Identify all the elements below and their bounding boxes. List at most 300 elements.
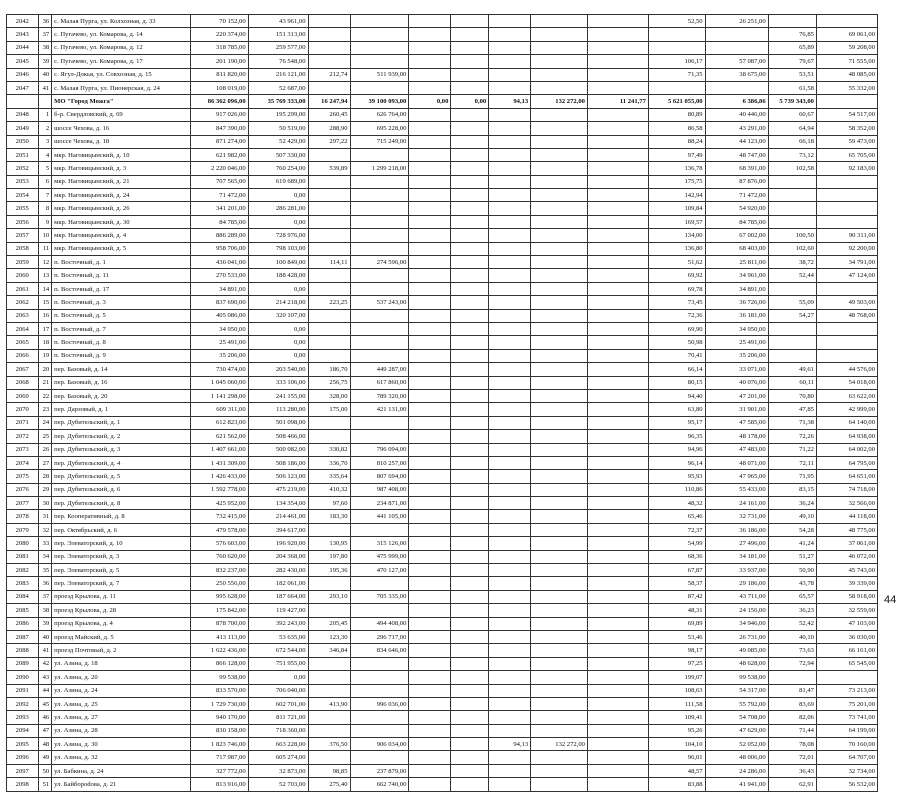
cell-cost-f: [587, 497, 648, 510]
cell-cost-g: 36 186,00: [705, 523, 768, 536]
cell-row-number: 2085: [7, 604, 39, 617]
cell-cost-a: 52 687,00: [248, 81, 308, 94]
cell-cost-d: [451, 724, 489, 737]
table-row: [7, 577, 878, 590]
table-row: [7, 363, 878, 376]
table-row: [7, 657, 878, 670]
cell-cost-h: 55 332,00: [816, 81, 877, 94]
cell-cost-b: 449 287,00: [350, 363, 409, 376]
cell-cost-c: [409, 41, 451, 54]
cell-area-g: 134,00: [648, 229, 705, 242]
cell-area-h: 102,60: [768, 242, 816, 255]
cell-cost-e: [531, 363, 588, 376]
cell-total-cost: 71 472,00: [190, 189, 248, 202]
cell-area-b: [308, 81, 350, 94]
cell-cost-b: [350, 684, 409, 697]
cell-cost-d: [451, 363, 489, 376]
cell-row-number: 2066: [7, 349, 39, 362]
cell-area-b: 130,95: [308, 537, 350, 550]
cell-cost-c: [409, 617, 451, 630]
table-row: [7, 95, 878, 108]
cell-cost-g: 67 002,00: [705, 229, 768, 242]
cell-cost-a: 500 082,00: [248, 443, 308, 456]
cell-cost-h: 90 311,00: [816, 229, 877, 242]
cell-item-number: 49: [38, 751, 52, 764]
cell-area-h: 36,43: [768, 764, 816, 777]
cell-cost-g: 41 941,00: [705, 778, 768, 791]
cell-cost-a: 76 548,00: [248, 55, 308, 68]
cell-address: с. Малая Пурга, ул. Колхозная, д. 33: [52, 15, 191, 28]
cell-item-number: 40: [38, 630, 52, 643]
cell-cost-f: [587, 697, 648, 710]
cell-total-cost: 99 538,00: [190, 671, 248, 684]
cell-item-number: 48: [38, 738, 52, 751]
data-table: [6, 14, 878, 792]
cell-cost-b: [350, 671, 409, 684]
cell-cost-a: 151 313,00: [248, 28, 308, 41]
cell-area-e: [489, 108, 531, 121]
cell-cost-e: [531, 81, 588, 94]
cell-cost-a: 195 299,00: [248, 108, 308, 121]
table-row: [7, 724, 878, 737]
cell-area-g: 50,98: [648, 336, 705, 349]
cell-area-b: 256,75: [308, 376, 350, 389]
table-row: [7, 376, 878, 389]
cell-cost-h: 34 791,00: [816, 256, 877, 269]
cell-cost-h: 65 705,00: [816, 148, 877, 161]
cell-cost-d: [451, 697, 489, 710]
cell-total-cost: 1 407 661,00: [190, 443, 248, 456]
cell-cost-g: 31 901,00: [705, 403, 768, 416]
cell-area-e: [489, 309, 531, 322]
cell-cost-h: 92 183,00: [816, 162, 877, 175]
cell-cost-f: [587, 389, 648, 402]
cell-area-b: 260,45: [308, 108, 350, 121]
cell-cost-c: [409, 697, 451, 710]
cell-item-number: 35: [38, 564, 52, 577]
cell-area-h: [768, 189, 816, 202]
cell-row-number: 2070: [7, 403, 39, 416]
cell-cost-d: [451, 296, 489, 309]
cell-cost-g: 34 181,00: [705, 550, 768, 563]
cell-address: проезд Почтовый, д. 2: [52, 644, 191, 657]
cell-total-cost: 34 950,00: [190, 322, 248, 335]
cell-area-g: 98,17: [648, 644, 705, 657]
table-row: [7, 15, 878, 28]
table-row: [7, 162, 878, 175]
cell-address: мкр. Наговицынский, д. 10: [52, 148, 191, 161]
cell-cost-g: 68 403,00: [705, 242, 768, 255]
cell-area-h: 41,24: [768, 537, 816, 550]
cell-cost-a: 506 123,00: [248, 470, 308, 483]
cell-address: с. Пугачево, ул. Комарова, д. 17: [52, 55, 191, 68]
cell-cost-e: [531, 175, 588, 188]
cell-cost-a: 508 186,00: [248, 456, 308, 469]
cell-cost-f: [587, 68, 648, 81]
cell-row-number: 2050: [7, 135, 39, 148]
cell-cost-h: 58 918,00: [816, 590, 877, 603]
cell-item-number: 42: [38, 657, 52, 670]
cell-cost-d: [451, 617, 489, 630]
cell-area-b: 114,11: [308, 256, 350, 269]
cell-item-number: 36: [38, 577, 52, 590]
cell-cost-g: 48 747,00: [705, 148, 768, 161]
table-row: [7, 122, 878, 135]
cell-cost-a: 53 635,00: [248, 630, 308, 643]
cell-total-cost: 837 690,00: [190, 296, 248, 309]
cell-item-number: 14: [38, 282, 52, 295]
cell-cost-f: [587, 657, 648, 670]
cell-cost-d: [451, 68, 489, 81]
cell-cost-f: [587, 282, 648, 295]
cell-cost-e: [531, 564, 588, 577]
cell-total-cost: 830 158,00: [190, 724, 248, 737]
table-row: [7, 282, 878, 295]
cell-item-number: 34: [38, 550, 52, 563]
cell-area-b: [308, 577, 350, 590]
table-row: [7, 403, 878, 416]
cell-cost-a: 718 360,00: [248, 724, 308, 737]
cell-address: пер. Элеваторский, д. 7: [52, 577, 191, 590]
cell-area-b: 195,36: [308, 564, 350, 577]
cell-area-e: [489, 617, 531, 630]
cell-cost-c: [409, 242, 451, 255]
cell-cost-a: 196 920,00: [248, 537, 308, 550]
cell-area-h: 65,57: [768, 590, 816, 603]
cell-area-e: [489, 376, 531, 389]
cell-cost-b: 662 740,00: [350, 778, 409, 791]
cell-total-cost: 1 729 730,00: [190, 697, 248, 710]
cell-cost-b: 494 408,00: [350, 617, 409, 630]
cell-area-e: [489, 202, 531, 215]
cell-cost-b: 705 335,00: [350, 590, 409, 603]
cell-cost-d: [451, 269, 489, 282]
cell-row-number: 2063: [7, 309, 39, 322]
cell-cost-f: [587, 510, 648, 523]
cell-address: пер. Дарзовый, д. 1: [52, 403, 191, 416]
cell-area-b: 328,00: [308, 389, 350, 402]
cell-cost-h: 74 718,00: [816, 483, 877, 496]
cell-area-e: [489, 697, 531, 710]
cell-cost-f: [587, 430, 648, 443]
cell-address: пер. Дубительский, д. 8: [52, 497, 191, 510]
cell-area-b: [308, 175, 350, 188]
cell-cost-h: 64 651,00: [816, 470, 877, 483]
cell-cost-f: [587, 604, 648, 617]
cell-cost-g: 34 961,00: [705, 269, 768, 282]
cell-cost-c: [409, 15, 451, 28]
cell-area-b: [308, 604, 350, 617]
cell-item-number: 27: [38, 456, 52, 469]
cell-total-cost: 871 274,00: [190, 135, 248, 148]
cell-cost-b: 537 243,00: [350, 296, 409, 309]
cell-cost-g: 55 792,00: [705, 697, 768, 710]
cell-cost-d: [451, 751, 489, 764]
cell-cost-d: [451, 162, 489, 175]
cell-cost-e: 132 272,00: [531, 738, 588, 751]
table-row: [7, 242, 878, 255]
cell-cost-g: 48 006,00: [705, 751, 768, 764]
cell-cost-d: [451, 256, 489, 269]
cell-area-e: [489, 577, 531, 590]
cell-cost-f: [587, 403, 648, 416]
cell-item-number: 32: [38, 523, 52, 536]
table-row: [7, 470, 878, 483]
cell-cost-f: [587, 416, 648, 429]
cell-cost-a: 0,00: [248, 282, 308, 295]
cell-cost-c: [409, 630, 451, 643]
cell-total-cost: 621 982,00: [190, 148, 248, 161]
cell-cost-f: [587, 162, 648, 175]
table-row: [7, 443, 878, 456]
cell-area-b: 98,85: [308, 764, 350, 777]
cell-total-cost: 327 772,00: [190, 764, 248, 777]
cell-cost-b: [350, 322, 409, 335]
cell-cost-d: [451, 41, 489, 54]
cell-area-b: [308, 229, 350, 242]
cell-cost-a: 216 121,00: [248, 68, 308, 81]
cell-cost-a: 663 228,00: [248, 738, 308, 751]
cell-cost-b: [350, 309, 409, 322]
cell-area-e: [489, 322, 531, 335]
cell-cost-d: [451, 590, 489, 603]
cell-address: п. Восточный, д. 17: [52, 282, 191, 295]
cell-cost-a: 187 664,00: [248, 590, 308, 603]
cell-cost-a: 214 461,00: [248, 510, 308, 523]
cell-cost-h: 36 030,00: [816, 630, 877, 643]
cell-row-number: 2054: [7, 189, 39, 202]
table-row: [7, 41, 878, 54]
cell-cost-e: [531, 309, 588, 322]
cell-item-number: 28: [38, 470, 52, 483]
cell-cost-b: 470 127,00: [350, 564, 409, 577]
cell-area-g: 48,31: [648, 604, 705, 617]
cell-area-e: [489, 336, 531, 349]
cell-address: пер. Октябрьский, д. 6: [52, 523, 191, 536]
cell-cost-a: 0,00: [248, 671, 308, 684]
cell-total-cost: 995 628,00: [190, 590, 248, 603]
cell-area-g: 94,96: [648, 443, 705, 456]
cell-cost-g: 40 446,00: [705, 108, 768, 121]
cell-area-g: 58,37: [648, 577, 705, 590]
cell-row-number: 2044: [7, 41, 39, 54]
table-row: [7, 751, 878, 764]
cell-cost-e: [531, 162, 588, 175]
cell-area-e: [489, 778, 531, 791]
cell-area-b: 413,90: [308, 697, 350, 710]
cell-cost-h: 71 555,00: [816, 55, 877, 68]
cell-cost-h: 48 085,00: [816, 68, 877, 81]
cell-cost-d: [451, 81, 489, 94]
cell-cost-h: 32 559,00: [816, 604, 877, 617]
cell-cost-h: 54 517,00: [816, 108, 877, 121]
cell-cost-e: [531, 202, 588, 215]
cell-cost-a: 760 254,00: [248, 162, 308, 175]
cell-cost-b: 996 036,00: [350, 697, 409, 710]
cell-area-g: 87,42: [648, 590, 705, 603]
cell-area-g: 51,62: [648, 256, 705, 269]
cell-area-e: [489, 296, 531, 309]
cell-cost-c: [409, 564, 451, 577]
cell-row-number: 2095: [7, 738, 39, 751]
cell-cost-g: 48 071,00: [705, 456, 768, 469]
cell-cost-e: [531, 389, 588, 402]
cell-total-cost: 35 206,00: [190, 349, 248, 362]
cell-cost-f: [587, 229, 648, 242]
cell-item-number: 41: [38, 81, 52, 94]
cell-cost-e: [531, 604, 588, 617]
cell-cost-f: [587, 256, 648, 269]
cell-area-e: [489, 363, 531, 376]
cell-cost-f: [587, 470, 648, 483]
cell-row-number: 2069: [7, 389, 39, 402]
table-row: [7, 68, 878, 81]
cell-cost-a: 798 103,00: [248, 242, 308, 255]
cell-area-b: [308, 15, 350, 28]
cell-item-number: 12: [38, 256, 52, 269]
cell-cost-f: [587, 122, 648, 135]
cell-cost-f: [587, 617, 648, 630]
cell-item-number: 43: [38, 671, 52, 684]
cell-area-h: 64,94: [768, 122, 816, 135]
cell-cost-h: [816, 15, 877, 28]
cell-address: п. Восточный, д. 3: [52, 296, 191, 309]
cell-total-cost: 940 170,00: [190, 711, 248, 724]
cell-cost-d: [451, 309, 489, 322]
cell-cost-e: [531, 242, 588, 255]
cell-cost-g: 34 946,00: [705, 617, 768, 630]
cell-area-e: [489, 148, 531, 161]
cell-total-cost: 917 026,00: [190, 108, 248, 121]
table-row: [7, 510, 878, 523]
cell-address: пер. Дубительский, д. 3: [52, 443, 191, 456]
cell-area-e: [489, 122, 531, 135]
cell-row-number: 2051: [7, 148, 39, 161]
cell-cost-e: [531, 189, 588, 202]
cell-area-b: 223,25: [308, 296, 350, 309]
cell-cost-b: [350, 269, 409, 282]
cell-cost-c: [409, 470, 451, 483]
cell-address: ул. Азина, д. 18: [52, 657, 191, 670]
cell-item-number: 33: [38, 537, 52, 550]
cell-area-h: [768, 336, 816, 349]
cell-cost-b: [350, 175, 409, 188]
cell-area-b: 16 247,94: [308, 95, 350, 108]
table-row: [7, 256, 878, 269]
cell-address: мкр. Наговицынский, д. 5: [52, 242, 191, 255]
cell-row-number: 2075: [7, 470, 39, 483]
cell-cost-c: [409, 724, 451, 737]
cell-area-h: 72,94: [768, 657, 816, 670]
cell-cost-c: [409, 215, 451, 228]
table-row: [7, 711, 878, 724]
table-body: [7, 15, 878, 792]
cell-area-e: [489, 416, 531, 429]
cell-area-g: 69,78: [648, 282, 705, 295]
cell-cost-c: [409, 309, 451, 322]
cell-cost-g: 25 491,00: [705, 336, 768, 349]
cell-cost-c: [409, 336, 451, 349]
cell-cost-g: 71 472,00: [705, 189, 768, 202]
page-number: 44: [884, 594, 897, 606]
cell-cost-e: [531, 430, 588, 443]
table-row: [7, 617, 878, 630]
cell-area-h: 71,95: [768, 470, 816, 483]
cell-area-e: [489, 443, 531, 456]
cell-cost-e: [531, 55, 588, 68]
cell-area-e: [489, 684, 531, 697]
cell-area-e: [489, 41, 531, 54]
cell-cost-h: 64 199,00: [816, 724, 877, 737]
cell-cost-a: 728 976,00: [248, 229, 308, 242]
cell-address: с. Пугачево, ул. Комарова, д. 12: [52, 41, 191, 54]
cell-cost-h: 92 200,00: [816, 242, 877, 255]
cell-cost-f: [587, 564, 648, 577]
cell-cost-h: 44 576,00: [816, 363, 877, 376]
cell-total-cost: 86 362 096,00: [190, 95, 248, 108]
cell-row-number: 2089: [7, 657, 39, 670]
cell-area-h: 60,11: [768, 376, 816, 389]
cell-item-number: 11: [38, 242, 52, 255]
cell-cost-h: 54 018,00: [816, 376, 877, 389]
cell-cost-b: 796 094,00: [350, 443, 409, 456]
cell-cost-b: [350, 523, 409, 536]
table-row: [7, 108, 878, 121]
cell-total-cost: 1 045 060,00: [190, 376, 248, 389]
table-row: [7, 309, 878, 322]
table-row: [7, 738, 878, 751]
cell-cost-e: [531, 122, 588, 135]
cell-address: ул. Азина, д. 20: [52, 671, 191, 684]
cell-total-cost: 878 700,00: [190, 617, 248, 630]
cell-area-b: 410,32: [308, 483, 350, 496]
cell-row-number: 2082: [7, 564, 39, 577]
cell-cost-c: [409, 604, 451, 617]
cell-cost-h: 44 118,00: [816, 510, 877, 523]
cell-area-g: 53,46: [648, 630, 705, 643]
cell-cost-g: 35 206,00: [705, 349, 768, 362]
cell-cost-f: [587, 41, 648, 54]
cell-cost-g: 34 950,00: [705, 322, 768, 335]
cell-cost-h: 48 768,00: [816, 309, 877, 322]
cell-cost-h: 59 473,00: [816, 135, 877, 148]
cell-area-h: 43,78: [768, 577, 816, 590]
cell-cost-c: [409, 671, 451, 684]
table-row: [7, 349, 878, 362]
cell-area-e: [489, 81, 531, 94]
cell-cost-g: 36 181,00: [705, 309, 768, 322]
table-row: [7, 322, 878, 335]
cell-address: мкр. Наговицынский, д. 24: [52, 189, 191, 202]
cell-cost-g: 26 251,00: [705, 15, 768, 28]
cell-cost-e: [531, 510, 588, 523]
cell-area-g: 69,92: [648, 269, 705, 282]
cell-cost-d: [451, 430, 489, 443]
cell-row-number: 2053: [7, 175, 39, 188]
cell-cost-h: 64 795,00: [816, 456, 877, 469]
cell-cost-g: 54 708,00: [705, 711, 768, 724]
cell-item-number: 16: [38, 309, 52, 322]
cell-address: п. Восточный, д. 7: [52, 322, 191, 335]
cell-cost-e: [531, 376, 588, 389]
cell-item-number: 37: [38, 28, 52, 41]
cell-row-number: 2049: [7, 122, 39, 135]
cell-cost-g: 26 731,00: [705, 630, 768, 643]
cell-area-e: [489, 175, 531, 188]
cell-cost-d: [451, 443, 489, 456]
cell-cost-b: 475 999,00: [350, 550, 409, 563]
cell-address: ул. Азина, д. 32: [52, 751, 191, 764]
